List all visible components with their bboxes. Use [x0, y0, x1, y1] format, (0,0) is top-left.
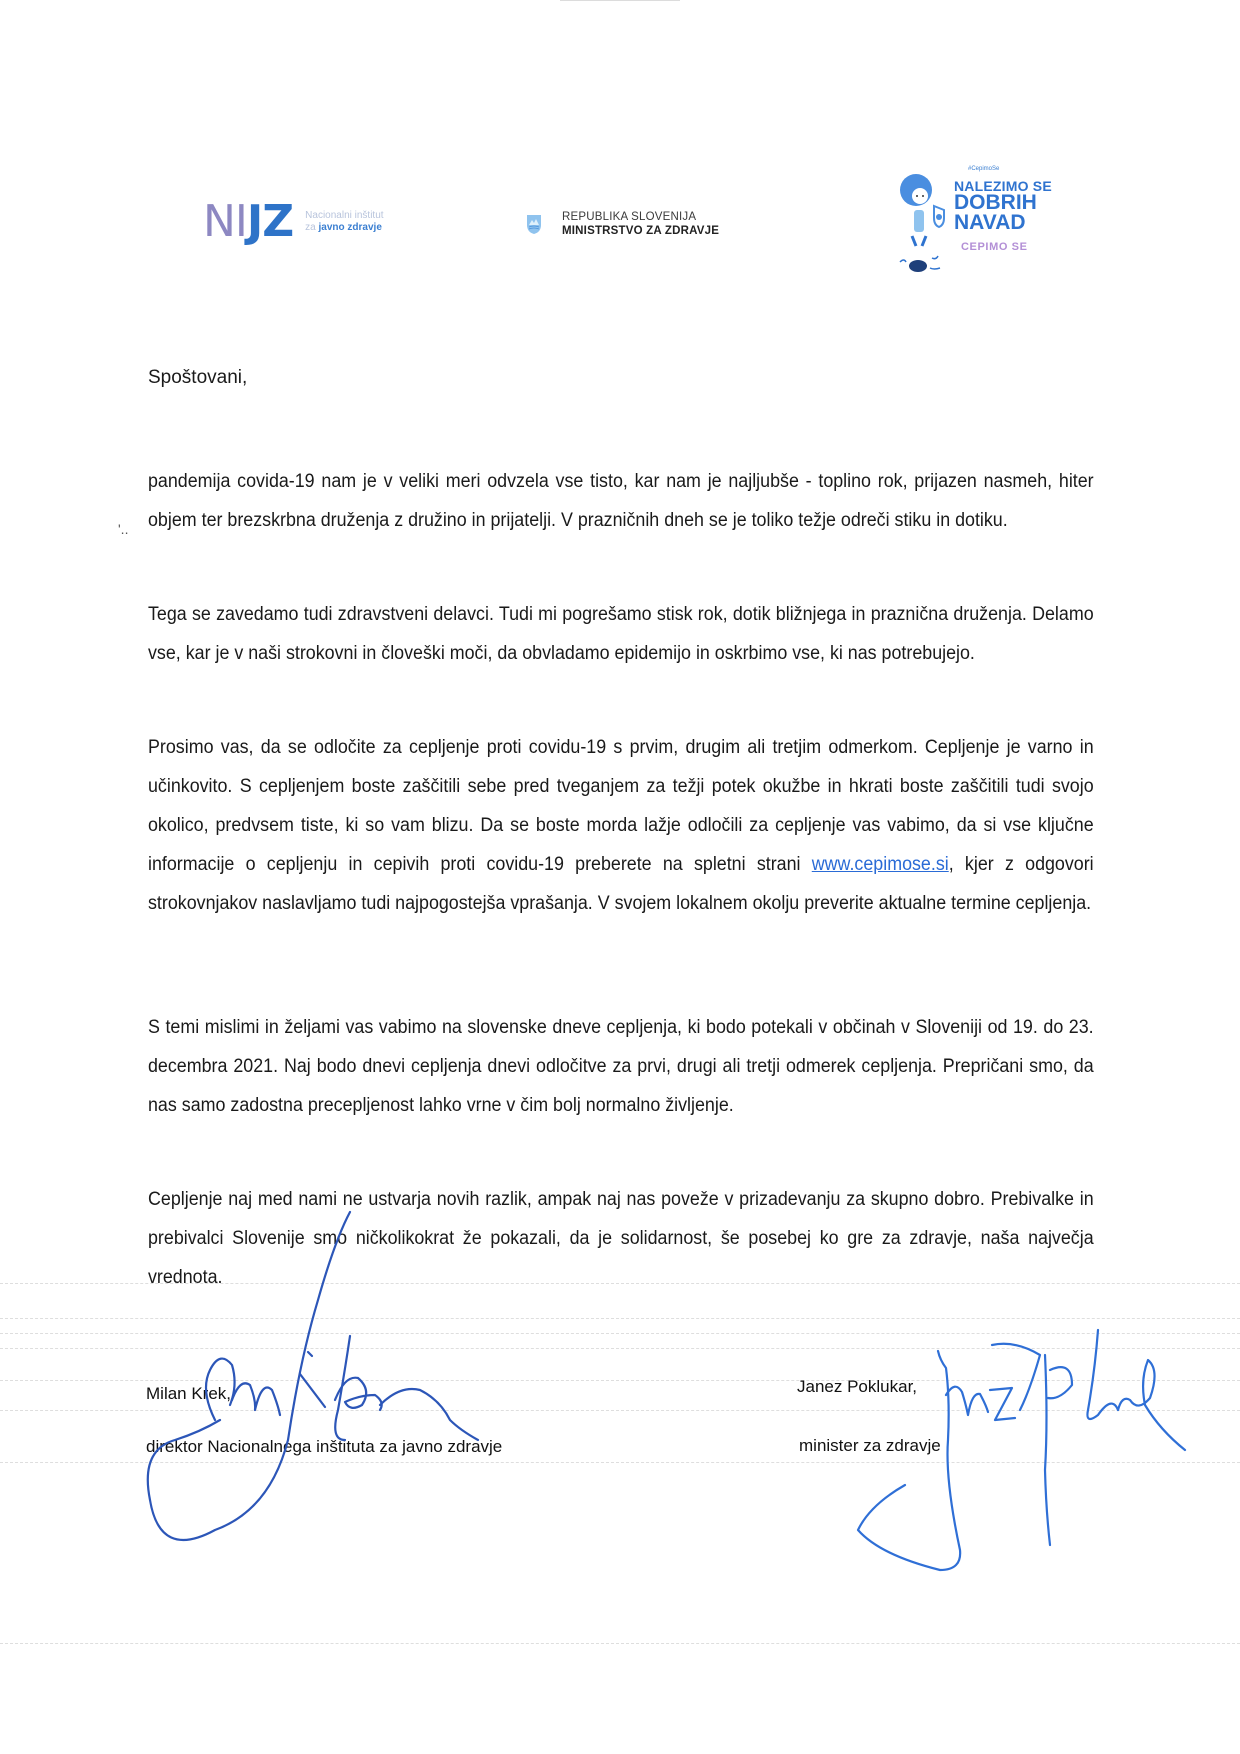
scan-line: [0, 1333, 1240, 1334]
signatory-1-title: direktor Nacionalnega inštituta za javno zdravje: [146, 1437, 503, 1456]
nijz-logo-text: [305, 210, 383, 234]
nijz-logo-line1: Nacionalni inštitut: [305, 210, 384, 221]
signatory-1-name: Milan Krek,: [146, 1384, 232, 1403]
mascot-illustration-icon: [890, 170, 954, 280]
campaign-line2: DOBRIH: [954, 191, 1037, 214]
paragraph-1: pandemija covida-19 nam je v veliki meri odvzela vse tisto, kar nam je najljubše - toplino rok, prijazen nasmeh, hiter objem ter brezskrbna druženja z družino in prijatelji. V prazničnih dneh se je toliko težje odreči stiku in dotiku.: [148, 471, 1094, 531]
nijz-logo-prefix: za: [305, 222, 319, 233]
signatory-2-name: Janez Poklukar,: [797, 1377, 918, 1396]
paragraph-2: Tega se zavedamo tudi zdravstveni delavci. Tudi mi pogrešamo stisk rok, dotik bližnjega in praznična druženja. Delamo vse, kar je v naši strokovni in človeški moči, da obvladamo epidemijo in oskrbimo vse, ki nas potrebujejo.: [148, 604, 1094, 664]
ministry-logo-text: [562, 210, 719, 238]
paragraph-5: Cepljenje naj med nami ne ustvarja novih razlik, ampak naj nas poveže v prizadevanju za skupno dobro. Prebivalke in prebivalci Slovenije smo ničkolikokrat že pokazali, da je solidarnost, še posebej ko gre za zdravje, naša največja vrednota.: [148, 1189, 1094, 1288]
ministry-line1: REPUBLIKA SLOVENIJA: [562, 211, 697, 223]
campaign-logo: [890, 160, 1080, 285]
signatory-2-title: minister za zdravje: [799, 1436, 941, 1455]
salutation: Spoštovani,: [148, 367, 248, 388]
nijz-mark-ni: NI: [203, 196, 247, 247]
paragraph-4: S temi mislimi in željami vas vabimo na slovenske dneve cepljenja, ki bodo potekali v občinah v Sloveniji od 19. do 23. decembra 2021. Naj bodo dnevi cepljenja dnevi odločitve za prvi, drugi ali tretji odmerek cepljenja. Prepričani smo, da nas samo zadostna precepljenost lahko vrne v čim bolj normalno življenje.: [148, 1017, 1094, 1116]
scan-line: [0, 1380, 1240, 1381]
ministry-line2: MINISTRSTVO ZA ZDRAVJE: [562, 225, 720, 237]
scan-line: [0, 1410, 1240, 1411]
nijz-logo: [203, 196, 384, 247]
campaign-line1: NALEZIMO SE: [954, 178, 1052, 194]
margin-mark: '..: [118, 521, 129, 537]
paragraph-3-text-end: , kjer z odgovori strokovnjakov naslavljamo tudi najpogostejša vprašanja. V svojem lokalnem okolju preverite aktualne termine cepljenja.: [148, 854, 1094, 914]
paragraph-3: [148, 728, 1094, 923]
nijz-logo-line2: javno zdravje: [318, 222, 382, 233]
cepimose-link[interactable]: www.cepimose.si: [811, 854, 949, 875]
scan-line: [0, 1643, 1240, 1644]
nijz-logo-mark: [203, 196, 294, 247]
coat-of-arms-icon: [526, 213, 542, 235]
scan-line: [0, 1318, 1240, 1319]
paragraph-3-text: Prosimo vas, da se odločite za cepljenje proti covidu-19 s prvim, drugim ali tretjim odmerkom. Cepljenje je varno in učinkovito. S cepljenjem boste zaščitili sebe pred tveganjem za težji potek okužbe in hkrati boste zaščitili tudi svojo okolico, predvsem tiste, ki so vam blizu. Da se boste morda lažje odločili za cepljenje vas vabimo, da si vse ključne informacije o cepljenju in cepivih proti covidu-19 preberete na spletni strani: [148, 737, 1094, 875]
scan-line: [0, 1462, 1240, 1463]
campaign-line4: CEPIMO SE: [961, 241, 1028, 253]
ministry-logo: [526, 210, 719, 238]
nijz-mark-jz: JZ: [246, 196, 294, 247]
scan-line: [0, 1348, 1240, 1349]
campaign-hashtag: #CepimoSe: [968, 166, 1000, 172]
scan-edge: [560, 0, 680, 1]
campaign-line3: NAVAD: [954, 211, 1026, 234]
